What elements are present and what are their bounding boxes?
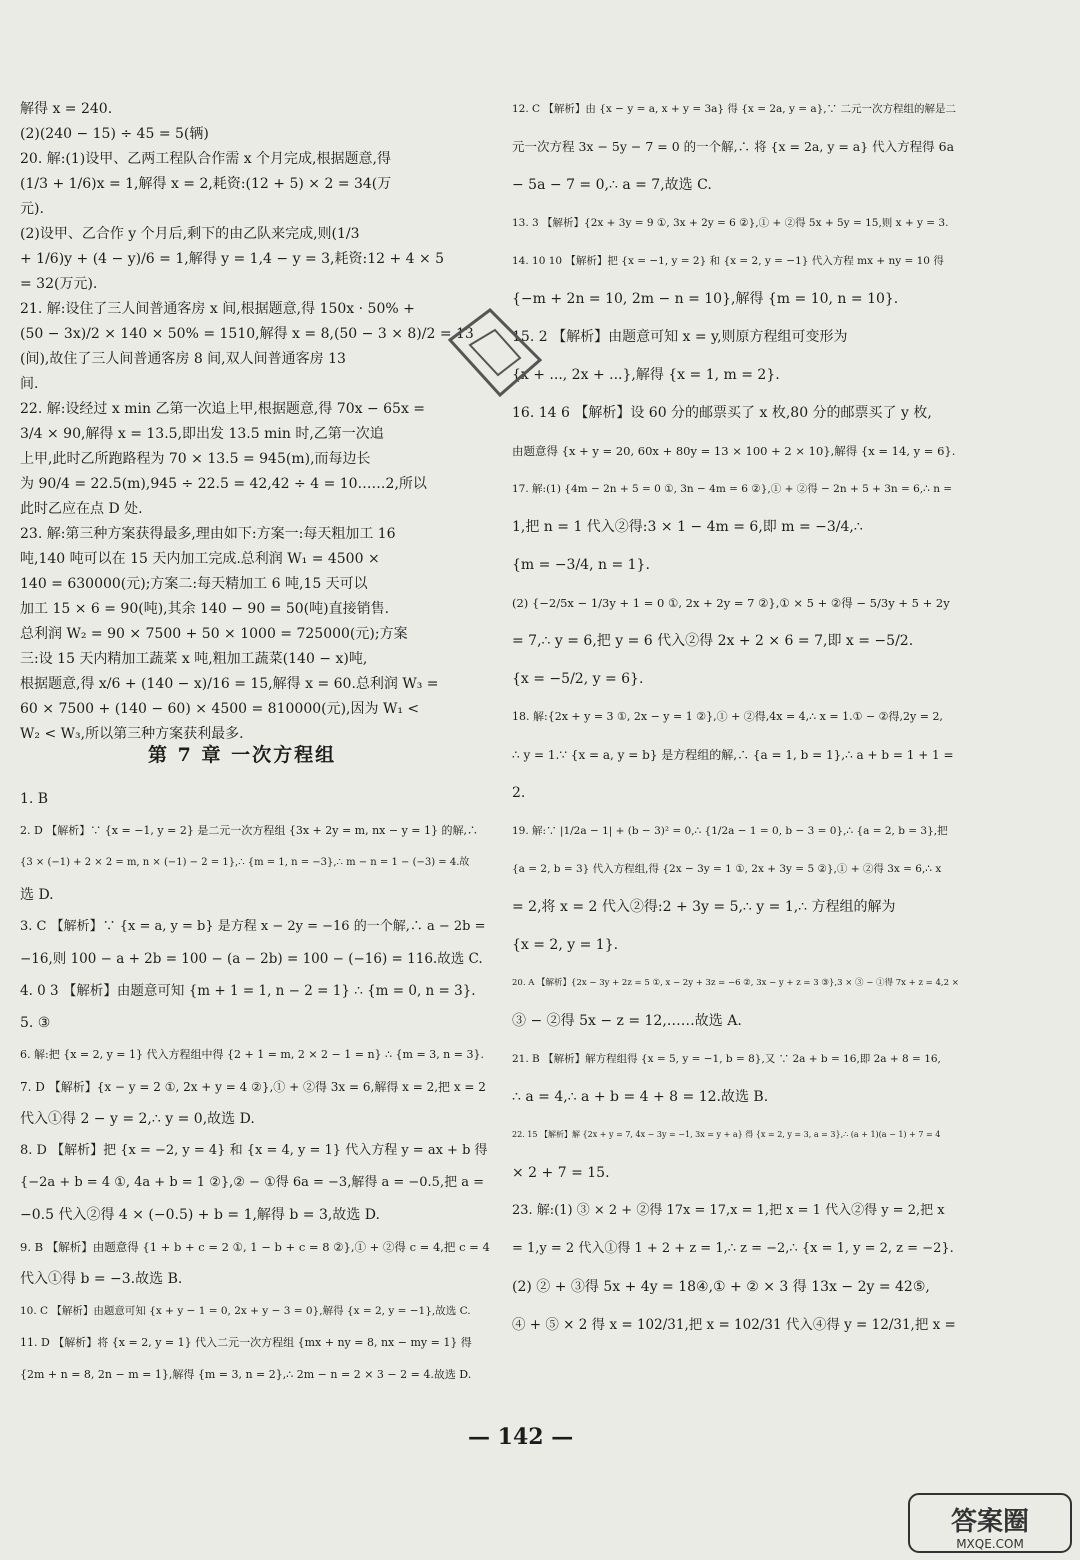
svg-text:MXQE.COM: MXQE.COM [956, 1537, 1024, 1551]
text-line: 22. 解:设经过 x min 乙第一次追上甲,根据题意,得 70x − 65x = [20, 401, 426, 417]
text-line: 21. B 【解析】解方程组得 {x = 5, y = −1, b = 8},又 ∵ 2a + b = 16,即 2a + 8 = 16, [512, 1053, 941, 1065]
text-line: {−m + 2n = 10, 2m − n = 10},解得 {m = 10, n = 10}. [512, 291, 899, 307]
text-line: 15. 2 【解析】由题意可知 x = y,则原方程组可变形为 [512, 329, 848, 345]
text-line: (间),故住了三人间普通客房 8 间,双人间普通客房 13 [20, 351, 346, 367]
text-line: 此时乙应在点 D 处. [20, 501, 143, 517]
text-line: 为 90/4 = 22.5(m),945 ÷ 22.5 = 42,42 ÷ 4 = 10……2,所以 [20, 476, 427, 492]
text-line: 代入①得 2 − y = 2,∴ y = 0,故选 D. [20, 1111, 255, 1127]
text-line: 元). [20, 201, 44, 217]
text-line: 间. [20, 376, 39, 392]
text-line: 11. D 【解析】将 {x = 2, y = 1} 代入二元一次方程组 {mx + ny = 8, nx − my = 1} 得 [20, 1336, 472, 1349]
text-line: 140 = 630000(元);方案二:每天精加工 6 吨,15 天可以 [20, 576, 368, 592]
text-line: − 5a − 7 = 0,∴ a = 7,故选 C. [512, 177, 712, 193]
text-line: 3/4 × 90,解得 x = 13.5,即出发 13.5 min 时,乙第一次追 [20, 426, 384, 442]
text-line: (2) ② + ③得 5x + 4y = 18④,① + ② × 3 得 13x − 2y = 42⑤, [512, 1279, 930, 1295]
text-line: 由题意得 {x + y = 20, 60x + 80y = 13 × 100 + 2 × 10},解得 {x = 14, y = 6}. [512, 444, 956, 458]
text-line: (2) {−2/5x − 1/3y + 1 = 0 ①, 2x + 2y = 7 ②},① × 5 + ②得 − 5/3y + 5 + 2y [512, 596, 950, 610]
text-line: 总利润 W₂ = 90 × 7500 + 50 × 1000 = 725000(元);方案 [20, 626, 408, 642]
text-line: 23. 解:(1) ③ × 2 + ②得 17x = 17,x = 1,把 x = 1 代入②得 y = 2,把 x [512, 1203, 945, 1218]
text-line: 60 × 7500 + (140 − 60) × 4500 = 810000(元),因为 W₁ < [20, 701, 420, 717]
text-line: 22. 15 【解析】解 {2x + y = 7, 4x − 3y = −1, 3x = y + a} 得 {x = 2, y = 3, a = 3},∴ (a + 1)(a − 1) + 7 = 4 [512, 1130, 941, 1139]
text-line: 上甲,此时乙所跑路程为 70 × 13.5 = 945(m),而每边长 [20, 451, 371, 467]
text-line: + 1/6)y + (4 − y)/6 = 1,解得 y = 1,4 − y = 3,耗资:12 + 4 × 5 [20, 251, 445, 267]
text-line: {2m + n = 8, 2n − m = 1},解得 {m = 3, n = 2},∴ 2m − n = 2 × 3 − 2 = 4.故选 D. [20, 1368, 472, 1381]
text-line: = 32(万元). [20, 276, 98, 292]
text-line: 解得 x = 240. [20, 101, 113, 117]
text-line: = 7,∴ y = 6,把 y = 6 代入②得 2x + 2 × 6 = 7,即 x = −5/2. [512, 633, 914, 649]
text-line: 8. D 【解析】把 {x = −2, y = 4} 和 {x = 4, y = 1} 代入方程 y = ax + b 得 [20, 1143, 488, 1158]
text-line: 5. ③ [20, 1015, 51, 1031]
stamp-mark [430, 300, 580, 420]
text-line: 18. 解:{2x + y = 3 ①, 2x − y = 1 ②},① + ②得,4x = 4,∴ x = 1.① − ②得,2y = 2, [512, 710, 943, 723]
text-line: {−2a + b = 4 ①, 4a + b = 1 ②},② − ①得 6a = −3,解得 a = −0.5,把 a = [20, 1175, 484, 1190]
text-line: 2. [512, 785, 526, 801]
text-line: {a = 2, b = 3} 代入方程组,得 {2x − 3y = 1 ①, 2x + 3y = 5 ②},① + ②得 3x = 6,∴ x [512, 863, 942, 875]
text-line: W₂ < W₃,所以第三种方案获利最多. [20, 726, 244, 742]
text-line: 9. B 【解析】由题意得 {1 + b + c = 2 ①, 1 − b + c = 8 ②},① + ②得 c = 4,把 c = 4 [20, 1240, 490, 1254]
text-line: 三:设 15 天内精加工蔬菜 x 吨,粗加工蔬菜(140 − x)吨, [20, 651, 368, 667]
text-line: × 2 + 7 = 15. [512, 1165, 610, 1181]
text-line: 1,把 n = 1 代入②得:3 × 1 − 4m = 6,即 m = −3/4,∴ [512, 519, 863, 535]
text-line: 20. 解:(1)设甲、乙两工程队合作需 x 个月完成,根据题意,得 [20, 151, 391, 167]
text-line: 10. C 【解析】由题意可知 {x + y − 1 = 0, 2x + y − 3 = 0},解得 {x = 2, y = −1},故选 C. [20, 1305, 471, 1317]
text-line: 3. C 【解析】∵ {x = a, y = b} 是方程 x − 2y = −16 的一个解,∴ a − 2b = [20, 919, 486, 934]
text-line: −0.5 代入②得 4 × (−0.5) + b = 1,解得 b = 3,故选 D. [20, 1207, 380, 1223]
text-line: {x = 2, y = 1}. [512, 937, 619, 953]
text-line: 代入①得 b = −3.故选 B. [20, 1271, 183, 1287]
text-line: (1/3 + 1/6)x = 1,解得 x = 2,耗资:(12 + 5) × 2 = 34(万 [20, 176, 392, 192]
text-line: 7. D 【解析】{x − y = 2 ①, 2x + y = 4 ②},① + ②得 3x = 6,解得 x = 2,把 x = 2 [20, 1080, 486, 1094]
text-line: ③ − ②得 5x − z = 12,……故选 A. [512, 1013, 742, 1029]
text-line: 吨,140 吨可以在 15 天内加工完成.总利润 W₁ = 4500 × [20, 551, 380, 567]
page-number: — 142 — [468, 1424, 574, 1450]
text-line: 选 D. [20, 887, 54, 903]
text-line: (50 − 3x)/2 × 140 × 50% = 1510,解得 x = 8,(50 − 3 × 8)/2 = 13 [20, 326, 474, 342]
text-line: 13. 3 【解析】{2x + 3y = 9 ①, 3x + 2y = 6 ②},① + ②得 5x + 5y = 15,则 x + y = 3. [512, 217, 949, 229]
text-line: = 1,y = 2 代入①得 1 + 2 + z = 1,∴ z = −2,∴ {x = 1, y = 2, z = −2}. [512, 1241, 954, 1256]
text-line: {x + ..., 2x + ...},解得 {x = 1, m = 2}. [512, 367, 780, 383]
text-line: 加工 15 × 6 = 90(吨),其余 140 − 90 = 50(吨)直接销售. [20, 601, 390, 617]
text-line: 6. 解:把 {x = 2, y = 1} 代入方程组中得 {2 + 1 = m, 2 × 2 − 1 = n} ∴ {m = 3, n = 3}. [20, 1048, 484, 1061]
text-line: {3 × (−1) + 2 × 2 = m, n × (−1) − 2 = 1},∴ {m = 1, n = −3},∴ m − n = 1 − (−3) = 4.故 [20, 857, 470, 868]
text-line: ∴ a = 4,∴ a + b = 4 + 8 = 12.故选 B. [512, 1089, 769, 1105]
text-line: 根据题意,得 x/6 + (140 − x)/16 = 15,解得 x = 60.总利润 W₃ = [20, 676, 439, 692]
chapter-title: 第 7 章 一次方程组 [148, 744, 337, 766]
text-line: −16,则 100 − a + 2b = 100 − (a − 2b) = 100 − (−16) = 116.故选 C. [20, 951, 483, 967]
text-line: ④ + ⑤ × 2 得 x = 102/31,把 x = 102/31 代入④得 y = 12/31,把 x = [512, 1317, 956, 1333]
text-line: 21. 解:设住了三人间普通客房 x 间,根据题意,得 150x · 50% + [20, 301, 415, 317]
text-line: 20. A 【解析】{2x − 3y + 2z = 5 ①, x − 2y + 3z = −6 ②, 3x − y + z = 3 ③},3 × ③ − ①得 7x + z = 4,2 × [512, 978, 959, 988]
text-line: (2)设甲、乙合作 y 个月后,剩下的由乙队来完成,则(1/3 [20, 226, 360, 242]
text-line: = 2,将 x = 2 代入②得:2 + 3y = 5,∴ y = 1,∴ 方程组的解为 [512, 899, 896, 915]
watermark-logo [905, 1490, 1075, 1556]
text-line: 14. 10 10 【解析】把 {x = −1, y = 2} 和 {x = 2, y = −1} 代入方程 mx + ny = 10 得 [512, 255, 944, 267]
text-line: 12. C 【解析】由 {x − y = a, x + y = 3a} 得 {x = 2a, y = a},∵ 二元一次方程组的解是二 [512, 103, 956, 115]
text-line: {x = −5/2, y = 6}. [512, 671, 644, 687]
text-line: 2. D 【解析】∵ {x = −1, y = 2} 是二元一次方程组 {3x + 2y = m, nx − y = 1} 的解,∴ [20, 824, 479, 837]
text-line: 1. B [20, 791, 49, 807]
text-line: 4. 0 3 【解析】由题意可知 {m + 1 = 1, n − 2 = 1} ∴ {m = 0, n = 3}. [20, 983, 476, 999]
text-line: ∴ y = 1.∵ {x = a, y = b} 是方程组的解,∴ {a = 1, b = 1},∴ a + b = 1 + 1 = [512, 748, 954, 762]
text-line: 19. 解:∵ |1/2a − 1| + (b − 3)² = 0,∴ {1/2a − 1 = 0, b − 3 = 0},∴ {a = 2, b = 3},把 [512, 825, 948, 837]
text-line: 16. 14 6 【解析】设 60 分的邮票买了 x 枚,80 分的邮票买了 y 枚, [512, 405, 932, 421]
text-line: 17. 解:(1) {4m − 2n + 5 = 0 ①, 3n − 4m = 6 ②},① + ②得 − 2n + 5 + 3n = 6,∴ n = [512, 483, 953, 495]
text-line: (2)(240 − 15) ÷ 45 = 5(辆) [20, 126, 209, 142]
svg-text:答案圈: 答案圈 [950, 1507, 1030, 1537]
text-line: 23. 解:第三种方案获得最多,理由如下:方案一:每天粗加工 16 [20, 526, 396, 542]
text-line: 元一次方程 3x − 5y − 7 = 0 的一个解,∴ 将 {x = 2a, y = a} 代入方程得 6a [512, 139, 955, 154]
text-line: {m = −3/4, n = 1}. [512, 557, 650, 573]
